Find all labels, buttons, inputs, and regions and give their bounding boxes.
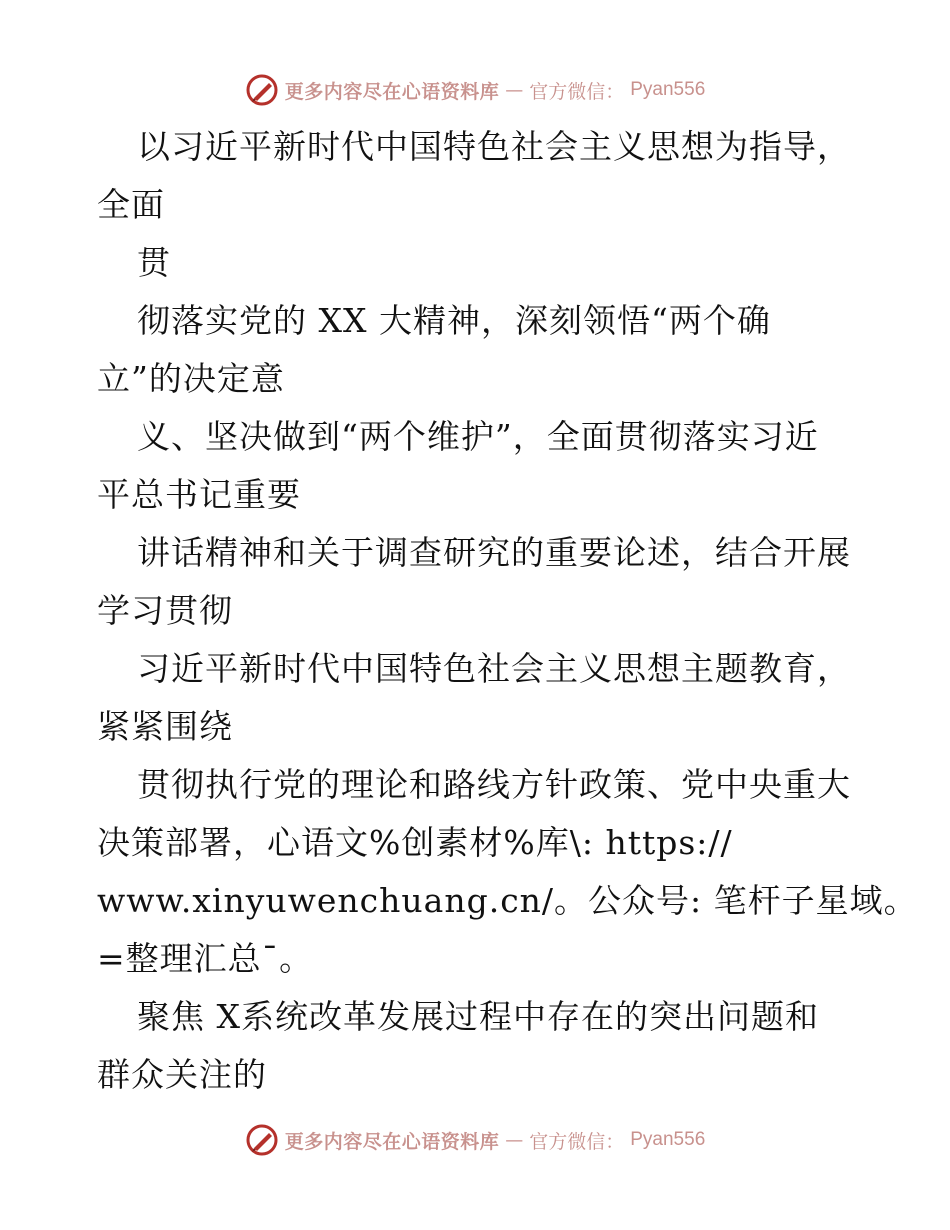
text-line: 紧紧围绕 — [97, 707, 233, 746]
watermark-text: 更多内容尽在心语资料库 — [284, 1130, 500, 1153]
text-line: 学习贯彻 — [97, 591, 233, 630]
watermark-wechat-id: Pyan556 — [630, 79, 706, 100]
pen-logo-icon — [245, 1123, 279, 1157]
watermark-text: 更多内容尽在心语资料库 — [284, 80, 500, 103]
watermark-wechat-label: 官方微信： — [529, 1130, 625, 1153]
text-line: www.xinyuwenchuang.cn/。公众号: 笔杆子星域。 — [97, 881, 918, 920]
text-line: 义、坚决做到“两个维护”，全面贯彻落实习近 — [137, 417, 819, 456]
text-line: 讲话精神和关于调查研究的重要论述，结合开展 — [137, 533, 851, 572]
watermark-wechat-label: 官方微信： — [529, 80, 625, 103]
header-watermark — [0, 70, 950, 110]
text-line: =整理汇总¯。 — [97, 939, 314, 978]
text-line: 全面 — [97, 185, 165, 224]
text-line: 彻落实党的 XX 大精神，深刻领悟“两个确 — [137, 301, 771, 340]
watermark-wechat-id: Pyan556 — [630, 1129, 706, 1150]
text-line: 群众关注的 — [97, 1055, 267, 1094]
text-line: 平总书记重要 — [97, 475, 301, 514]
text-line: 决策部署，心语文%创素材%库\: https:// — [97, 823, 733, 862]
watermark-separator: — — [505, 79, 524, 101]
text-line: 习近平新时代中国特色社会主义思想主题教育， — [137, 649, 851, 688]
text-line: 贯彻执行党的理论和路线方针政策、党中央重大 — [137, 765, 851, 804]
watermark-separator: — — [505, 1129, 524, 1151]
document-body — [97, 118, 918, 1104]
text-line: 立”的决定意 — [97, 359, 285, 398]
text-line: 以习近平新时代中国特色社会主义思想为指导， — [137, 127, 851, 166]
text-line: 贯 — [137, 243, 171, 282]
footer-watermark — [0, 1120, 950, 1160]
pen-logo-icon — [245, 73, 279, 107]
text-line: 聚焦 X系统改革发展过程中存在的突出问题和 — [137, 997, 819, 1036]
